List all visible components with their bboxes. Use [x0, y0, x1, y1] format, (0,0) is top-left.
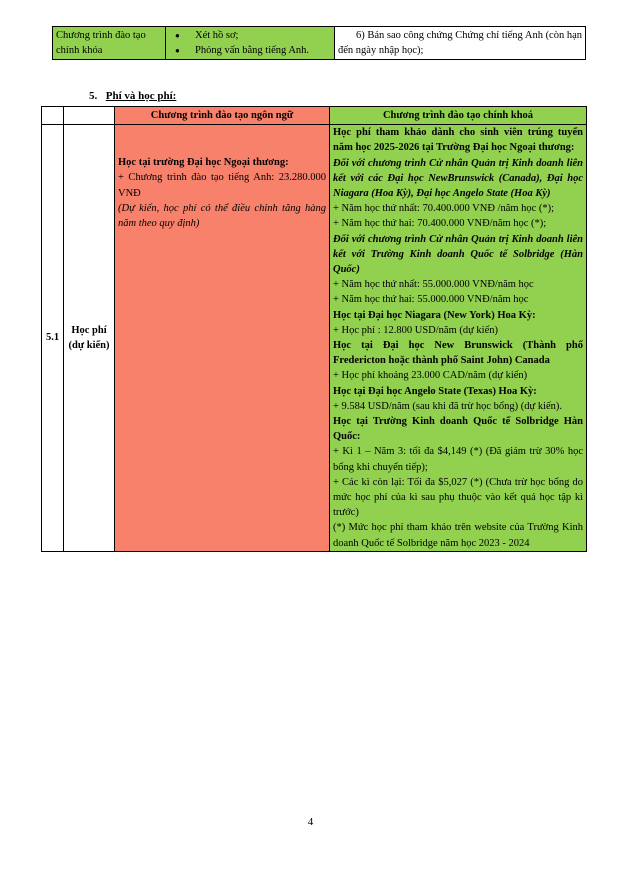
lang-fee: + Chương trình đào tạo tiếng Anh: 23.280.000 VNĐ: [118, 172, 326, 199]
lang-note: (Dự kiến, học phí có thể điều chỉnh tăng hàng năm theo quy định): [118, 202, 326, 230]
list-item: ● Phỏng vấn bằng tiếng Anh.: [175, 43, 331, 58]
angelo-state-heading: Học tại Đại học Angelo State (Texas) Hoa Kỳ:: [333, 385, 537, 397]
footnote: (*) Mức học phí tham khảo trên website của Trường Kinh doanh Quốc tế Solbridge năm học 2023 - 2024: [333, 522, 583, 549]
fee-line: + Các kì còn lại: Tối đa $5,027 (*) (Chưa trừ học bổng do mức học phí của kì sau phụ thuộc vào kết quả học tập kì trước): [333, 476, 583, 519]
program-label-cell: Chương trình đào tạo chính khóa: [53, 27, 166, 60]
row-index: 5.1: [42, 125, 64, 552]
fee-intro: Học phí tham khảo dành cho sinh viên trúng tuyển năm học 2025-2026 tại Trường Đại học Ngoại thương:: [333, 127, 583, 154]
requirement-cell: [335, 27, 586, 60]
requirement-text: 6) Bản sao công chứng Chứng chỉ tiếng Anh (còn hạn đến ngày nhập học);: [338, 30, 583, 56]
fee-line: + Năm học thứ hai: 70.400.000 VNĐ/năm học (*);: [333, 218, 547, 230]
lang-title: Học tại trường Đại học Ngoại thương:: [118, 157, 289, 169]
solbridge-program-heading: Đối với chương trình Cử nhân Quản trị Kinh doanh liên kết với Trường Kinh doanh Quốc tế Solbridge (Hàn Quốc): [333, 233, 583, 276]
method-cell: [166, 27, 335, 60]
fee-line: + Năm học thứ nhất: 55.000.000 VNĐ/năm học: [333, 279, 534, 291]
blank-cell: [42, 107, 64, 125]
fee-line: + Học phí : 12.800 USD/năm (dự kiến): [333, 324, 499, 336]
header-language-program: Chương trình đào tạo ngôn ngữ: [115, 107, 330, 125]
section-title: Phí và học phí:: [105, 90, 177, 102]
fee-line: + Kì 1 – Năm 3: tối đa $4,149 (*) (Đã giảm trừ 30% học bổng khi chuyển tiếp);: [333, 446, 583, 473]
tuition-fee-table: [41, 106, 587, 552]
section-number: 5.: [89, 90, 98, 102]
newbrunswick-program-heading: Đối với chương trình Cử nhân Quản trị Kinh doanh liên kết với các Đại học NewBrunswick (Canada), Đại học Niagara (Hoa Kỳ), Đại học Angelo State (Hoa Kỳ): [333, 157, 583, 200]
fee-line: + Năm học thứ nhất: 70.400.000 VNĐ /năm học (*);: [333, 203, 555, 215]
header-main-program: Chương trình đào tạo chính khoá: [330, 107, 587, 125]
row-label: Học phí (dự kiến): [64, 125, 115, 552]
new-brunswick-heading: Học tại Đại học New Brunswick (Thành phố Fredericton hoặc thành phố Saint John) Canada: [333, 340, 583, 367]
section-heading: [89, 90, 176, 102]
main-program-cell: [330, 125, 587, 552]
language-program-cell: [115, 125, 330, 552]
table-row: [53, 27, 586, 60]
list-item: ● Xét hồ sơ;: [175, 28, 331, 43]
fee-line: + 9.584 USD/năm (sau khi đã trừ học bổng) (dự kiến).: [333, 400, 563, 412]
table-row: [42, 125, 587, 552]
table-header-row: [42, 107, 587, 125]
fee-line: + Học phí khoảng 23.000 CAD/năm (dự kiến): [333, 370, 528, 382]
niagara-heading: Học tại Đại học Niagara (New York) Hoa Kỳ:: [333, 309, 536, 321]
blank-cell: [64, 107, 115, 125]
solbridge-heading: Học tại Trường Kinh doanh Quốc tế Solbridge Hàn Quốc:: [333, 416, 583, 443]
method-list: [169, 28, 331, 58]
admission-method-table: [52, 26, 586, 60]
page-number: 4: [307, 816, 314, 828]
fee-line: + Năm học thứ hai: 55.000.000 VNĐ/năm học: [333, 294, 529, 306]
